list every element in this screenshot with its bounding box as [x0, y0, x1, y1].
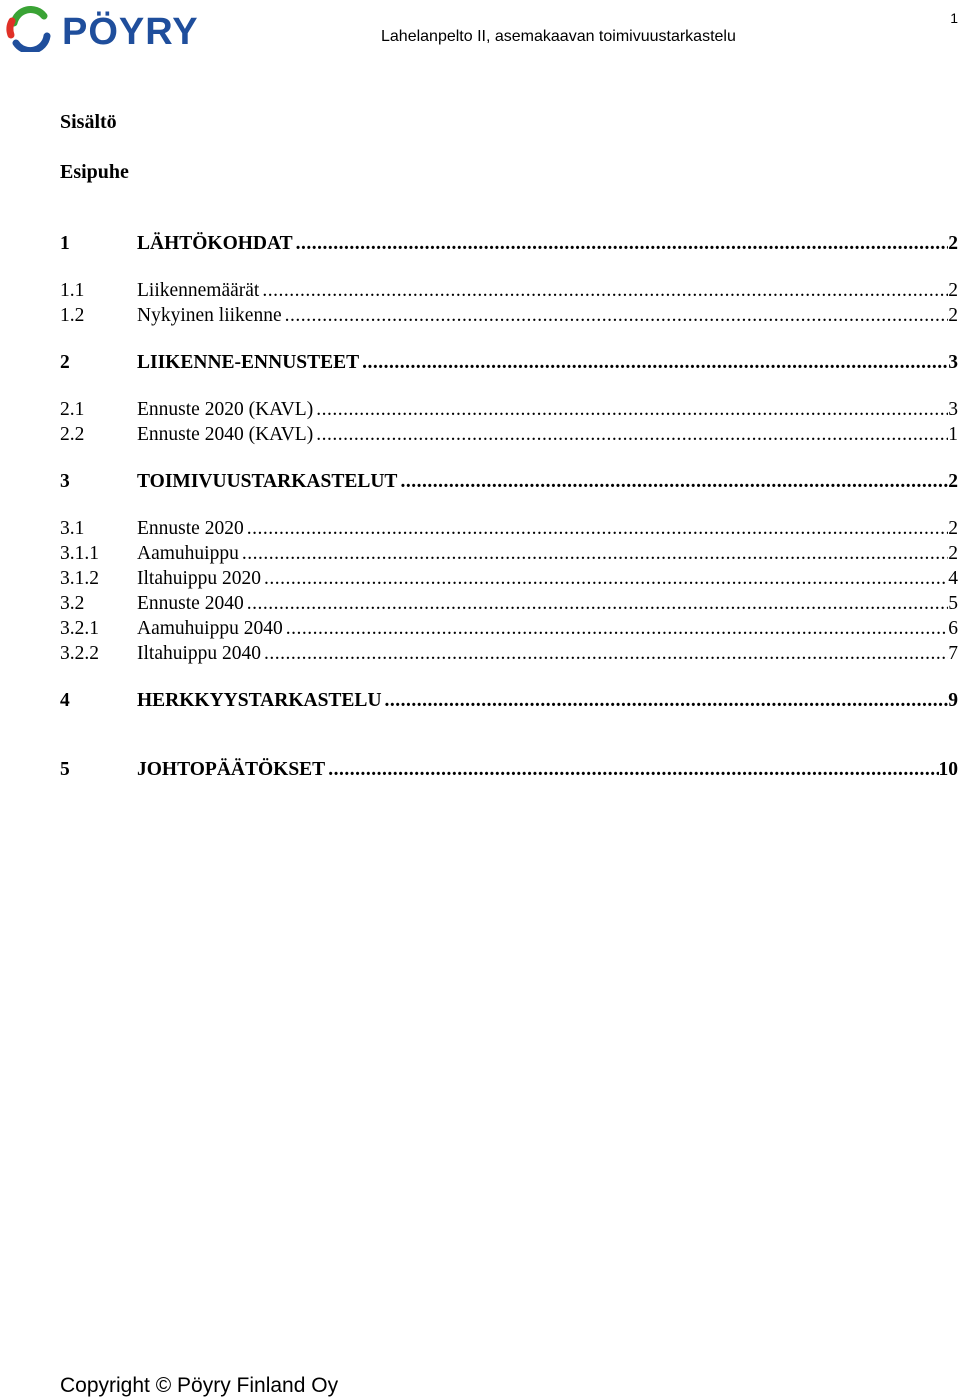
- toc-entry[interactable]: [60, 689, 958, 713]
- toc-entry[interactable]: [60, 617, 958, 641]
- document-header-title: Lahelanpelto II, asemakaavan toimivuustarkastelu: [381, 28, 736, 45]
- poyry-logo: [4, 6, 244, 52]
- toc-title: Aamuhuippu 2040: [137, 618, 283, 639]
- toc-page-number: 4: [948, 568, 958, 589]
- toc-entry[interactable]: [60, 758, 958, 782]
- toc-number: 3.1.1: [60, 543, 99, 564]
- toc-page-number: 9: [948, 690, 958, 711]
- toc-number: 5: [60, 759, 70, 780]
- logo-wordmark: PÖYRY: [62, 11, 199, 52]
- logo-arc-blue: [16, 36, 47, 51]
- toc-title: LIIKENNE-ENNUSTEET: [137, 352, 360, 373]
- toc-title: Ennuste 2020 (KAVL): [137, 399, 314, 420]
- toc-page-number: 2: [948, 543, 958, 564]
- toc-dot-leader: [382, 689, 949, 713]
- toc-entry[interactable]: [60, 592, 958, 616]
- toc-title: Ennuste 2040 (KAVL): [137, 424, 314, 445]
- toc-entry[interactable]: [60, 542, 958, 566]
- toc-entry[interactable]: [60, 279, 958, 303]
- toc-page-number: 2: [948, 280, 958, 301]
- toc-page-number: 5: [948, 593, 958, 614]
- toc-title: TOIMIVUUSTARKASTELUT: [137, 471, 398, 492]
- page-number: 1: [950, 10, 958, 26]
- toc-dot-leader: [313, 398, 948, 422]
- copyright-footer: Copyright © Pöyry Finland Oy: [60, 1374, 339, 1397]
- toc-page-number: 10: [938, 759, 958, 780]
- logo-arc-red: [10, 21, 12, 35]
- toc-dot-leader: [259, 279, 948, 303]
- contents-heading: Sisältö: [60, 111, 117, 133]
- toc-number: 4: [60, 690, 70, 711]
- toc-entry[interactable]: [60, 567, 958, 591]
- toc-number: 3.2.2: [60, 643, 99, 664]
- toc-dot-leader: [244, 517, 949, 541]
- toc-entry[interactable]: [60, 304, 958, 328]
- toc-entry[interactable]: [60, 398, 958, 422]
- toc-page-number: 3: [948, 399, 958, 420]
- toc-title: JOHTOPÄÄTÖKSET: [137, 759, 326, 780]
- toc-number: 2: [60, 352, 70, 373]
- toc-dot-leader: [325, 758, 938, 782]
- toc-page-number: 6: [948, 618, 958, 639]
- toc-number: 1.1: [60, 280, 85, 301]
- toc-number: 3.2: [60, 593, 85, 614]
- preface-heading: Esipuhe: [60, 161, 129, 183]
- toc-page-number: 2: [948, 305, 958, 326]
- toc-page-number: 7: [948, 643, 958, 664]
- toc-title: Iltahuippu 2040: [137, 643, 262, 664]
- toc-number: 3.1.2: [60, 568, 99, 589]
- toc-dot-leader: [359, 351, 948, 375]
- toc-entry[interactable]: [60, 517, 958, 541]
- toc-number: 2.1: [60, 399, 85, 420]
- toc-entry[interactable]: [60, 642, 958, 666]
- toc-dot-leader: [283, 617, 949, 641]
- toc-dot-leader: [261, 642, 948, 666]
- toc-title: Nykyinen liikenne: [137, 305, 282, 326]
- toc-title: Iltahuippu 2020: [137, 568, 262, 589]
- toc-number: 3: [60, 471, 70, 492]
- toc-title: HERKKYYSTARKASTELU: [137, 690, 382, 711]
- toc-dot-leader: [313, 423, 948, 447]
- toc-entry[interactable]: [60, 232, 958, 256]
- toc-number: 2.2: [60, 424, 85, 445]
- toc-number: 3.2.1: [60, 618, 99, 639]
- toc-title: Ennuste 2020: [137, 518, 244, 539]
- toc-page-number: 3: [948, 352, 958, 373]
- toc-entry[interactable]: [60, 423, 958, 447]
- toc-title: Aamuhuippu: [137, 543, 239, 564]
- toc-dot-leader: [293, 232, 949, 256]
- toc-entry[interactable]: [60, 470, 958, 494]
- toc-title: Ennuste 2040: [137, 593, 244, 614]
- logo-arc-green: [14, 10, 44, 23]
- toc-title: Liikennemäärät: [137, 280, 260, 301]
- toc-number: 1.2: [60, 305, 85, 326]
- toc-dot-leader: [282, 304, 949, 328]
- toc-title: LÄHTÖKOHDAT: [137, 233, 293, 254]
- toc-entry[interactable]: [60, 351, 958, 375]
- toc-page-number: 2: [948, 233, 958, 254]
- toc-page-number: 2: [948, 471, 958, 492]
- toc-dot-leader: [261, 567, 948, 591]
- toc-dot-leader: [244, 592, 949, 616]
- toc-dot-leader: [397, 470, 948, 494]
- toc-dot-leader: [239, 542, 948, 566]
- toc-page-number: 1: [948, 424, 958, 445]
- toc-number: 1: [60, 233, 70, 254]
- toc-number: 3.1: [60, 518, 85, 539]
- toc-page-number: 2: [948, 518, 958, 539]
